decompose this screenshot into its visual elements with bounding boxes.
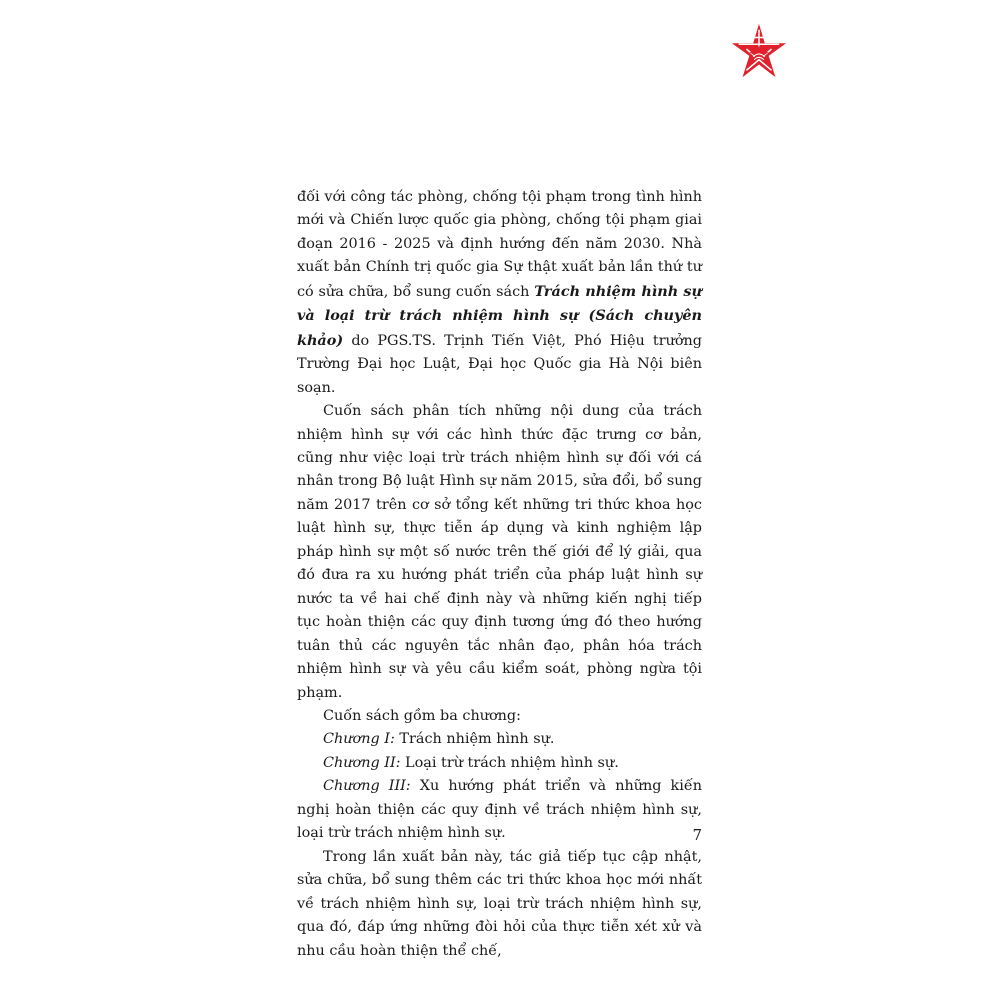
chapter-3-label: Chương III: <box>323 778 411 795</box>
chapter-2-text: Loại trừ trách nhiệm hình sự. <box>400 754 619 771</box>
chapter-2-label: Chương II: <box>323 754 401 771</box>
chapter-3-line <box>297 775 702 845</box>
paragraph-intro-before: đối với công tác phòng, chống tội phạm trong tình hình mới và Chiến lược quốc gia phòng, chống tội phạm giai đoạn 2016 - 2025 và định hướng đến năm 2030. Nhà xuất bản Chính trị quốc gia Sự thật xuất bản lần thứ tư có sửa chữa, bổ sung cuốn sách <box>297 189 702 300</box>
page-number: 7 <box>692 826 702 844</box>
publisher-star-logo-icon <box>730 22 788 80</box>
paragraph-chapters-intro: Cuốn sách gồm ba chương: <box>323 707 521 724</box>
chapter-1-label: Chương I: <box>323 731 395 748</box>
chapter-1-text: Trách nhiệm hình sự. <box>394 731 555 748</box>
paragraph-intro-after: do PGS.TS. Trịnh Tiến Việt, Phó Hiệu trưởng Trường Đại học Luật, Đại học Quốc gia Hà Nội biên soạn. <box>297 332 702 396</box>
book-title: Trách nhiệm hình sự và loại trừ trách nhiệm hình sự (Sách chuyên khảo) <box>297 282 702 349</box>
paragraph-edition: Trong lần xuất bản này, tác giả tiếp tục cập nhật, sửa chữa, bổ sung thêm các tri thức khoa học mới nhất về trách nhiệm hình sự, loại trừ trách nhiệm hình sự, qua đó, đáp ứng những đòi hỏi của thực tiễn xét xử và nhu cầu hoàn thiện thể chế, <box>297 848 702 959</box>
chapter-3-text: Xu hướng phát triển và những kiến nghị hoàn thiện các quy định về trách nhiệm hình sự, loại trừ trách nhiệm hình sự. <box>297 778 702 842</box>
paragraph-intro <box>297 186 702 400</box>
chapter-1-line <box>297 728 702 751</box>
chapter-2-line <box>297 752 702 775</box>
body-text <box>297 186 702 963</box>
paragraph-analysis: Cuốn sách phân tích những nội dung của trách nhiệm hình sự với các hình thức đặc trưng cơ bản, cũng như việc loại trừ trách nhiệm hình sự đối với cá nhân trong Bộ luật Hình sự năm 2015, sửa đổi, bổ sung năm 2017 trên cơ sở tổng kết những tri thức khoa học luật hình sự, thực tiễn áp dụng và kinh nghiệm lập pháp hình sự một số nước trên thế giới để lý giải, qua đó đưa ra xu hướng phát triển của pháp luật hình sự nước ta về hai chế định này và những kiến nghị tiếp tục hoàn thiện các quy định tương ứng đó theo hướng tuân thủ các nguyên tắc nhân đạo, phân hóa trách nhiệm hình sự và yêu cầu kiểm soát, phòng ngừa tội phạm. <box>297 403 702 701</box>
